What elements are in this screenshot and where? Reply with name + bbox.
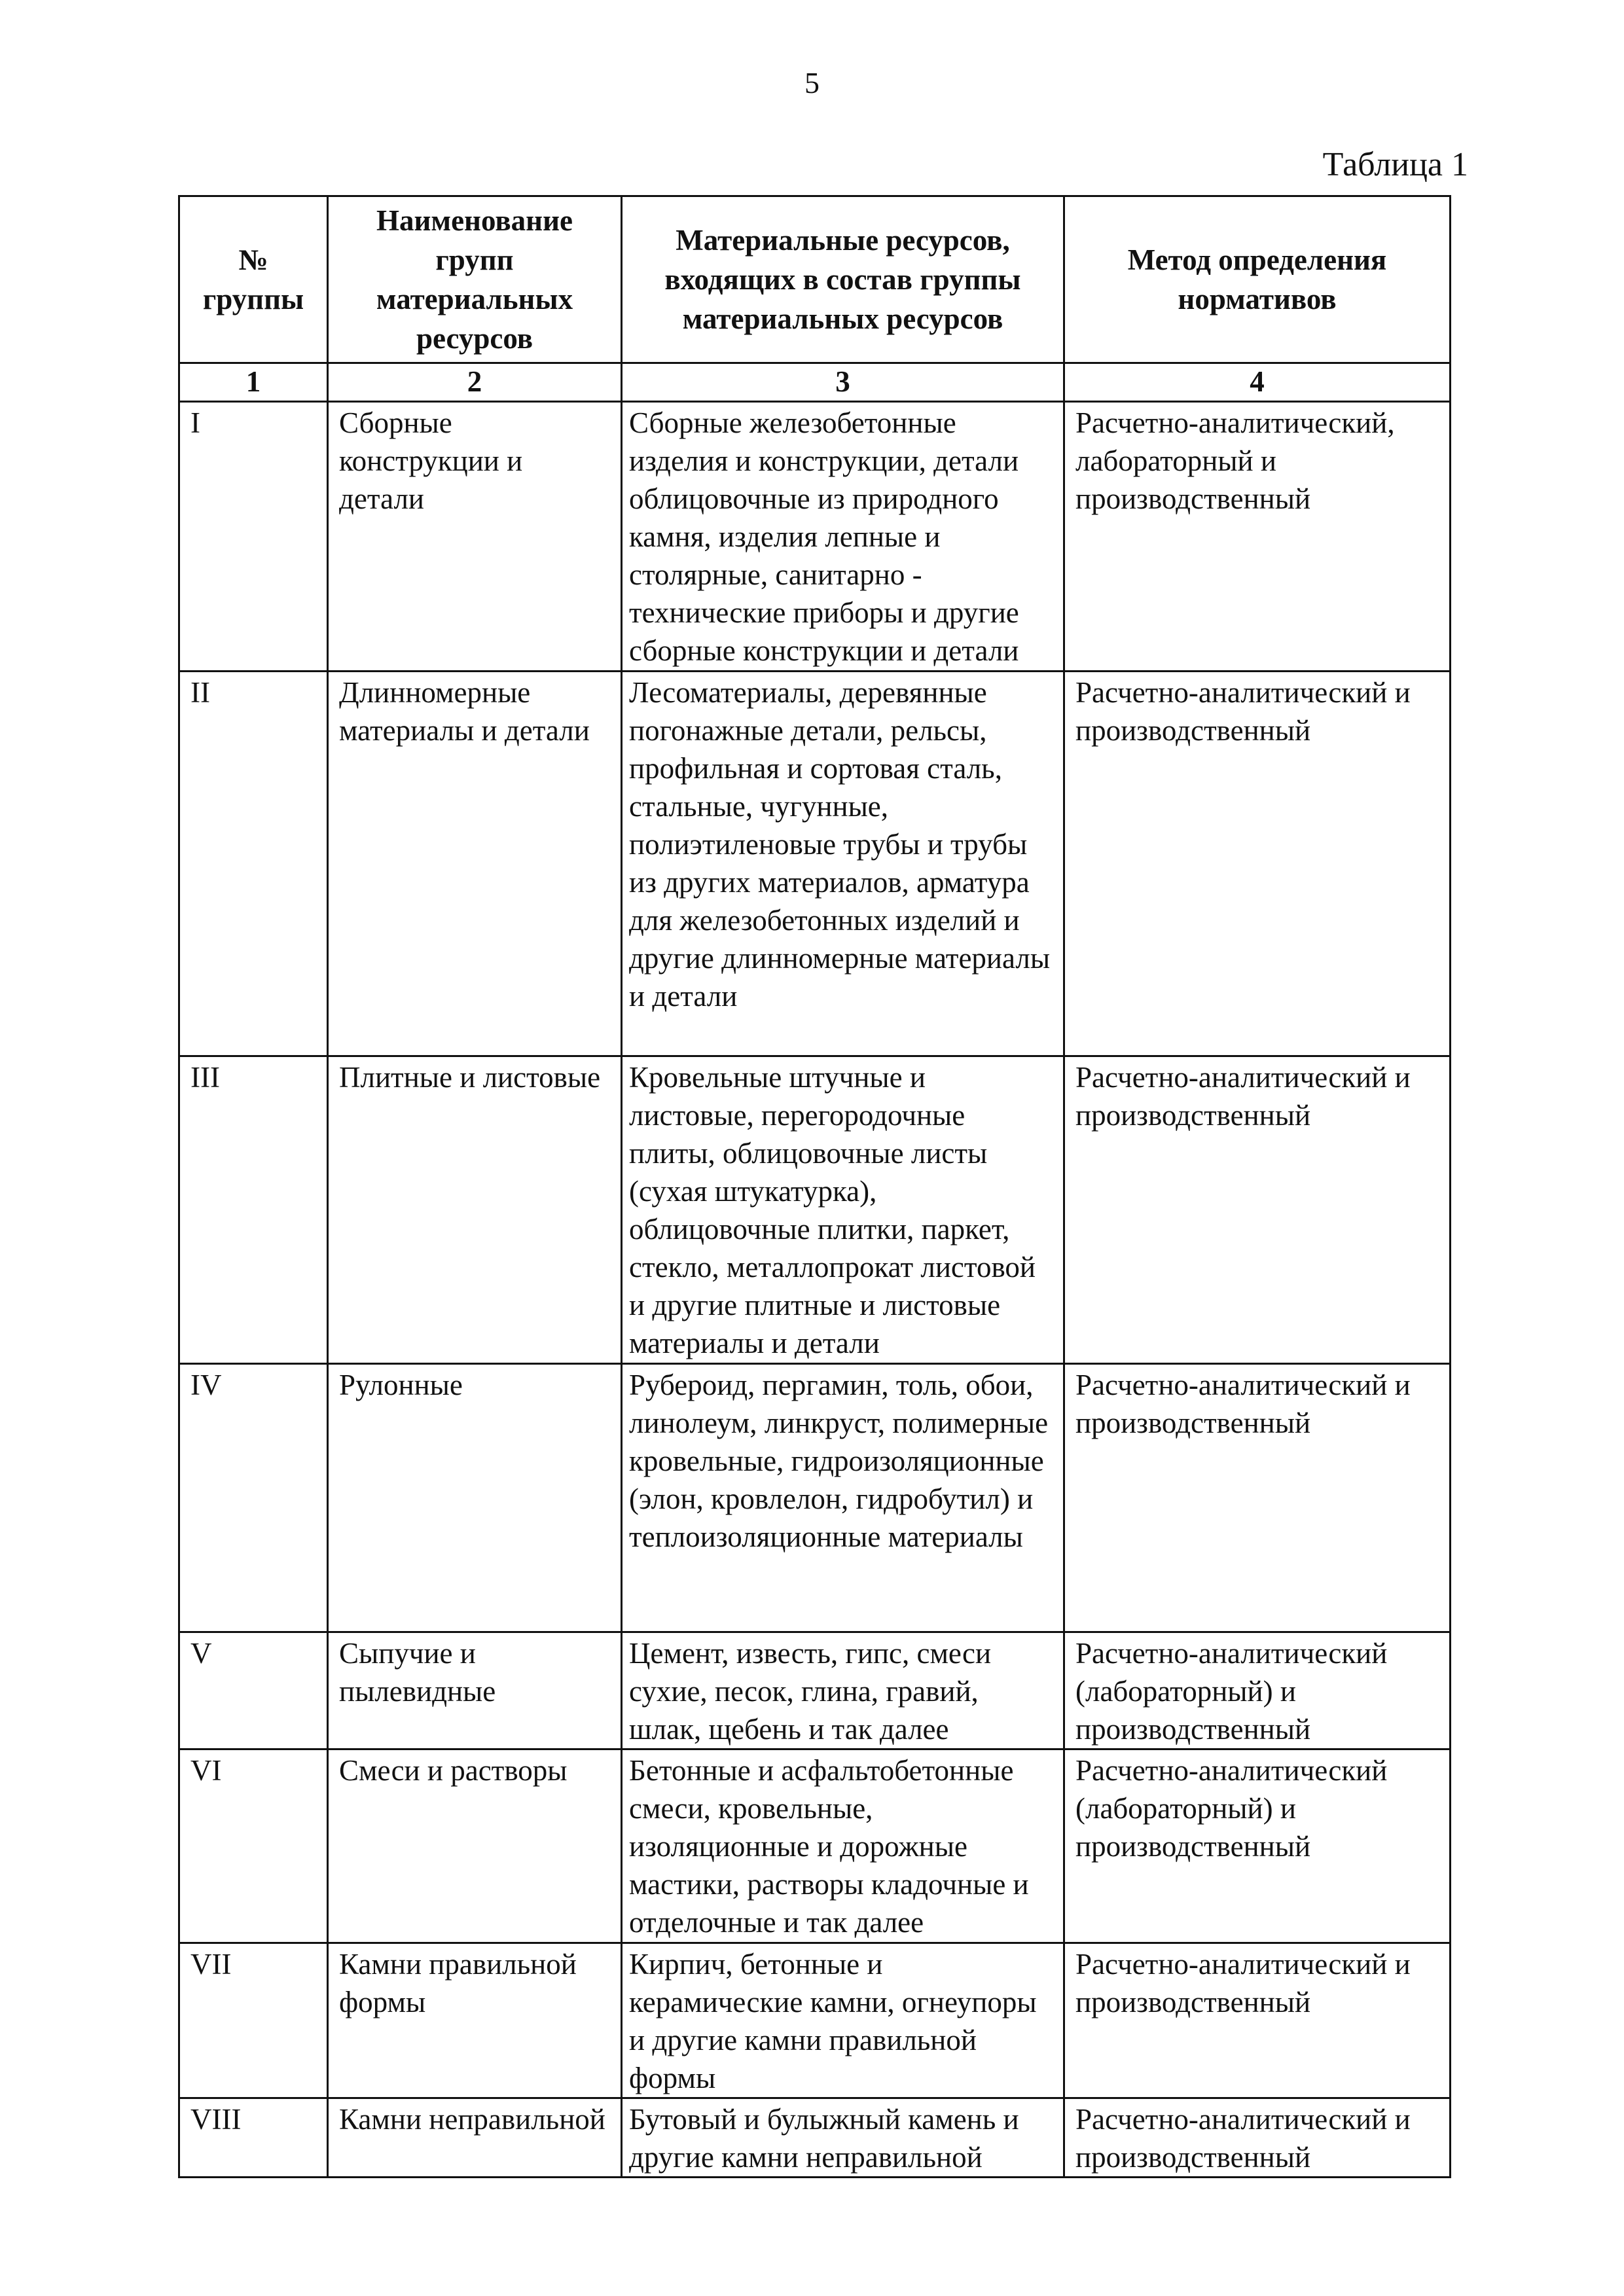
method-cell: Расчетно-аналитический (лабораторный) и производственный: [1064, 1749, 1451, 1943]
method-cell: Расчетно-аналитический, лабораторный и производственный: [1064, 402, 1451, 672]
table-row: [179, 1056, 1451, 1364]
resources-cell: Бутовый и булыжный камень и другие камни неправильной: [622, 2098, 1064, 2178]
header-group-name: Наименование групп материальных ресурсов: [328, 196, 622, 363]
table-row: [179, 1749, 1451, 1943]
group-name: Камни неправильной: [328, 2098, 622, 2178]
method-cell: Расчетно-аналитический и производственный: [1064, 1943, 1451, 2098]
table-header-row: [179, 196, 1451, 363]
group-name: Плитные и листовые: [328, 1056, 622, 1364]
group-name: Камни правильной формы: [328, 1943, 622, 2098]
column-number: 2: [328, 363, 622, 402]
resources-cell: Цемент, известь, гипс, смеси сухие, песок, глина, гравий, шлак, щебень и так далее: [622, 1632, 1064, 1749]
row-number: VII: [179, 1943, 328, 2098]
resources-cell: Бетонные и асфальтобетонные смеси, кровельные, изоляционные и дорожные мастики, растворы кладочные и отделочные и так далее: [622, 1749, 1064, 1943]
group-name: Длинномерные материалы и детали: [328, 672, 622, 1056]
materials-table: [178, 195, 1451, 2178]
column-number: 4: [1064, 363, 1451, 402]
column-number: 1: [179, 363, 328, 402]
group-name: Сыпучие и пылевидные: [328, 1632, 622, 1749]
group-name: Смеси и растворы: [328, 1749, 622, 1943]
table-row: [179, 1364, 1451, 1632]
row-number: I: [179, 402, 328, 672]
page-number: 5: [804, 66, 820, 99]
header-method: Метод определения нормативов: [1064, 196, 1451, 363]
resources-cell: Кирпич, бетонные и керамические камни, огнеупоры и другие камни правильной формы: [622, 1943, 1064, 2098]
column-number: 3: [622, 363, 1064, 402]
row-number: VIII: [179, 2098, 328, 2178]
header-group-number: № группы: [179, 196, 328, 363]
row-number: III: [179, 1056, 328, 1364]
resources-cell: Рубероид, пергамин, толь, обои, линолеум, линкруст, полимерные кровельные, гидроизоляционные (элон, кровлелон, гидробутил) и теплоизоляционные материалы: [622, 1364, 1064, 1632]
method-cell: Расчетно-аналитический и производственный: [1064, 672, 1451, 1056]
method-cell: Расчетно-аналитический и производственный: [1064, 2098, 1451, 2178]
header-resources: Материальные ресурсов, входящих в состав группы материальных ресурсов: [622, 196, 1064, 363]
method-cell: Расчетно-аналитический и производственный: [1064, 1364, 1451, 1632]
resources-cell: Лесоматериалы, деревянные погонажные детали, рельсы, профильная и сортовая сталь, стальные, чугунные, полиэтиленовые трубы и трубы из других материалов, арматура для железобетонных изделий и другие длинномерные материалы и детали: [622, 672, 1064, 1056]
table-row: [179, 2098, 1451, 2178]
method-cell: Расчетно-аналитический и производственный: [1064, 1056, 1451, 1364]
table-row: [179, 1632, 1451, 1749]
row-number: VI: [179, 1749, 328, 1943]
table-row: [179, 1943, 1451, 2098]
group-name: Сборные конструкции и детали: [328, 402, 622, 672]
table-caption: Таблица 1: [1322, 146, 1468, 183]
row-number: IV: [179, 1364, 328, 1632]
resources-cell: Сборные железобетонные изделия и конструкции, детали облицовочные из природного камня, изделия лепные и столярные, санитарно - технические приборы и другие сборные конструкции и детали: [622, 402, 1064, 672]
table-row: [179, 402, 1451, 672]
column-number-row: [179, 363, 1451, 402]
table-row: [179, 672, 1451, 1056]
group-name: Рулонные: [328, 1364, 622, 1632]
method-cell: Расчетно-аналитический (лабораторный) и производственный: [1064, 1632, 1451, 1749]
row-number: II: [179, 672, 328, 1056]
resources-cell: Кровельные штучные и листовые, перегородочные плиты, облицовочные листы (сухая штукатурка), облицовочные плитки, паркет, стекло, металлопрокат листовой и другие плитные и листовые материалы и детали: [622, 1056, 1064, 1364]
row-number: V: [179, 1632, 328, 1749]
